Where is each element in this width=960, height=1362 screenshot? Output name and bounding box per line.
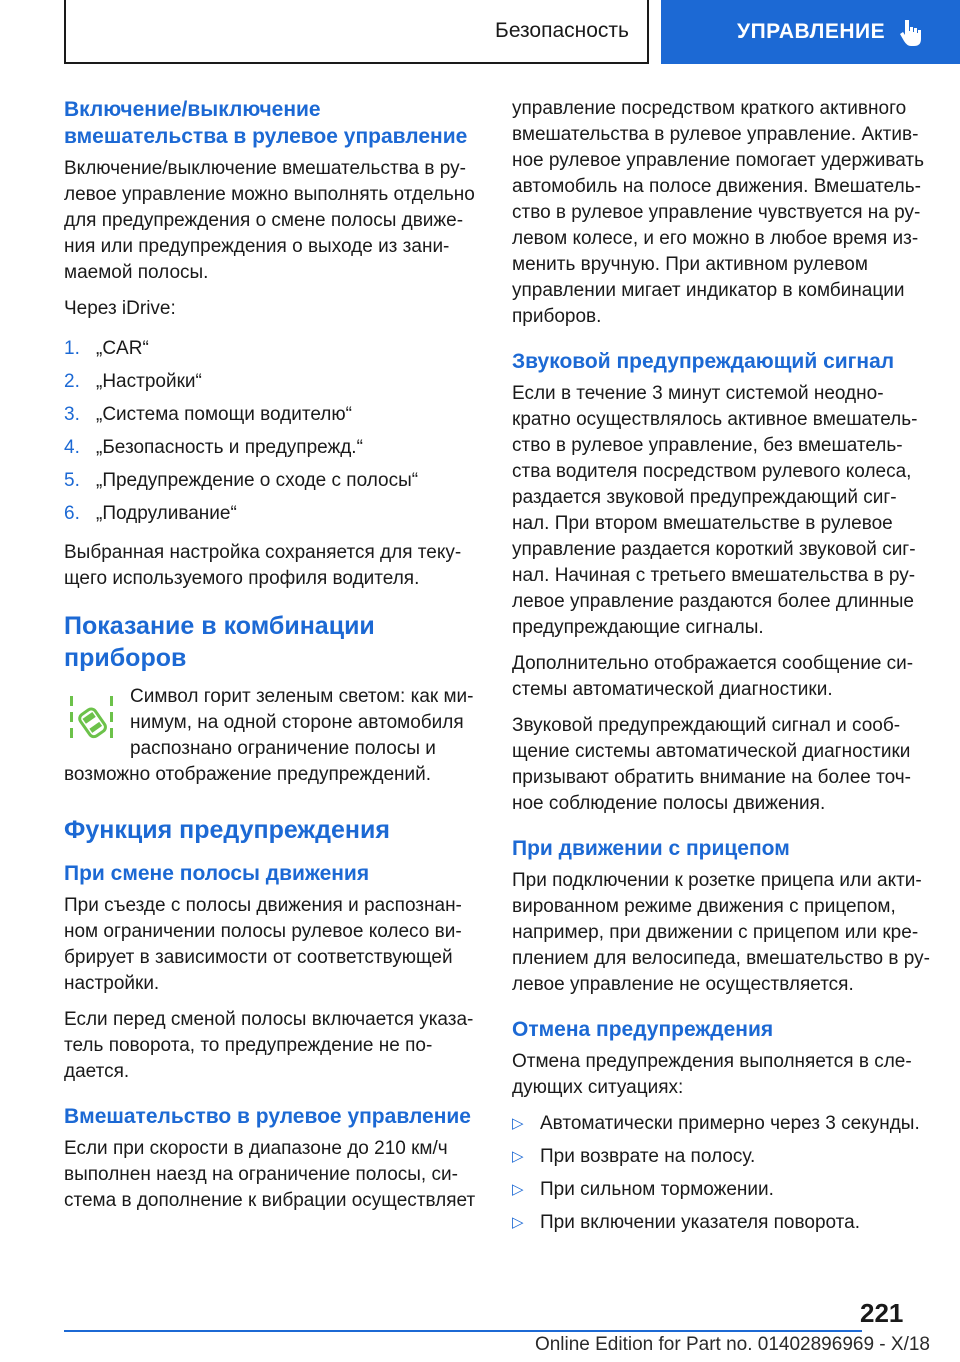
hand-pointer-icon [899, 18, 927, 48]
symbol-text: Символ горит зеленым светом: как ми-нимум, на одной стороне автомобиля распознано ограничение полосы и [130, 686, 474, 759]
paragraph-steering-intervention: Если при скорости в диапазоне до 210 км/ч выполнен наезд на ограничение полосы, си-стема в дополнение к вибрации осуществляет [64, 1138, 476, 1211]
symbol-text-continued: возможно отображение предупреждений. [64, 764, 432, 785]
cancel-conditions [512, 1111, 930, 1236]
list-item: ▷ При включении указателя поворота. [512, 1210, 930, 1236]
paragraph-via-idrive: Через iDrive: [64, 298, 176, 319]
page-number: 221 [860, 1298, 904, 1328]
lane-departure-icon [68, 692, 116, 748]
step-item: 6. „Подруливание“ [64, 503, 237, 524]
section-title: Безопасность [495, 19, 629, 42]
paragraph-lane-change: При съезде с полосы движения и распознан-ном ограничении полосы рулевое колесо ви-брирует в зависимости от соответствующей настройки. [64, 895, 462, 994]
heading-warning-function: Функция предупреждения [64, 816, 390, 844]
triangle-bullet-icon: ▷ [512, 1214, 524, 1231]
footer-edition: Online Edition for Part no. 01402896969 - X/18 [534, 1334, 930, 1355]
triangle-bullet-icon: ▷ [512, 1115, 524, 1132]
chapter-title: УПРАВЛЕНИЕ [737, 20, 886, 43]
step-item: 3. „Система помощи водителю“ [64, 404, 352, 425]
paragraph-acoustic-3: Звуковой предупреждающий сигнал и сооб-щение системы автоматической диагностики призывают обратить внимание на более точ-ное соблюдение полосы движения. [512, 715, 911, 814]
list-item: ▷ При возврате на полосу. [512, 1144, 930, 1170]
step-item: 4. „Безопасность и предупрежд.“ [64, 437, 363, 458]
heading-instrument-display: Показание в комбинации приборов [64, 612, 375, 672]
triangle-bullet-icon: ▷ [512, 1148, 524, 1165]
symbol-description [64, 684, 478, 788]
paragraph-steering-continued: управление посредством краткого активного вмешательства в рулевое управление. Актив-ное рулевое управление помогает удерживать автомобиль на полосе движения. Вмешатель-ство в рулевое управление чувствуется на ру-левом колесе, и его можно в любое время из-менить вручную. При активном рулевом управлении мигает индикатор в комбинации приборов. [512, 98, 924, 327]
paragraph-saved: Выбранная настройка сохраняется для теку-щего используемого профиля водителя. [64, 542, 462, 589]
paragraph-acoustic-1: Если в течение 3 минут системой неодно-кратно осуществлялось активное вмешатель-ство в рулевое управление, без вмешатель-ства водителя посредством рулевого колеса, раздается звуковой предупреждающий сиг-нал. При втором вмешательстве в рулевое управление раздается короткий звуковой сиг-нал. Начиная с третьего вмешательства в ру-левое управление раздаются более длинные предупреждающие сигналы. [512, 383, 918, 638]
triangle-bullet-icon: ▷ [512, 1181, 524, 1198]
footer-divider [64, 1330, 862, 1332]
heading-acoustic-warning: Звуковой предупреждающий сигнал [512, 350, 895, 373]
step-item: 5. „Предупреждение о сходе с полосы“ [64, 470, 419, 491]
step-item: 1. „CAR“ [64, 338, 149, 359]
paragraph-cancel: Отмена предупреждения выполняется в сле-дующих ситуациях: [512, 1051, 912, 1098]
paragraph-acoustic-2: Дополнительно отображается сообщение си-стемы автоматической диагностики. [512, 653, 914, 700]
heading-steering-toggle: Включение/выключение вмешательства в рулевое управление [64, 98, 468, 148]
paragraph-toggle: Включение/выключение вмешательства в ру-левое управление можно выполнять отдельно для предупреждения о смене полосы движе-ния или предупреждения о выходе из зани-маемой полосы. [64, 158, 475, 283]
paragraph-trailer: При подключении к розетке прицепа или акти-вированном режиме движения с прицепом, например, при движении с прицепом или кре-плением для велосипеда, вмешательство в ру-левое управление не осуществляется. [512, 870, 930, 995]
step-item: 2. „Настройки“ [64, 371, 202, 392]
heading-lane-change: При смене полосы движения [64, 862, 370, 885]
chapter-tab [661, 0, 960, 64]
heading-steering-intervention: Вмешательство в рулевое управление [64, 1105, 471, 1128]
section-header-box [64, 0, 649, 64]
right-column [512, 96, 930, 1243]
paragraph-turn-signal: Если перед сменой полосы включается указа-тель поворота, то предупреждение не по-дается. [64, 1009, 474, 1082]
left-column [64, 96, 478, 1224]
heading-trailer: При движении с прицепом [512, 837, 790, 860]
idrive-steps [64, 336, 478, 534]
list-item: ▷ При сильном торможении. [512, 1177, 930, 1203]
heading-cancel-warning: Отмена предупреждения [512, 1018, 774, 1041]
list-item: ▷ Автоматически примерно через 3 секунды. [512, 1111, 930, 1137]
